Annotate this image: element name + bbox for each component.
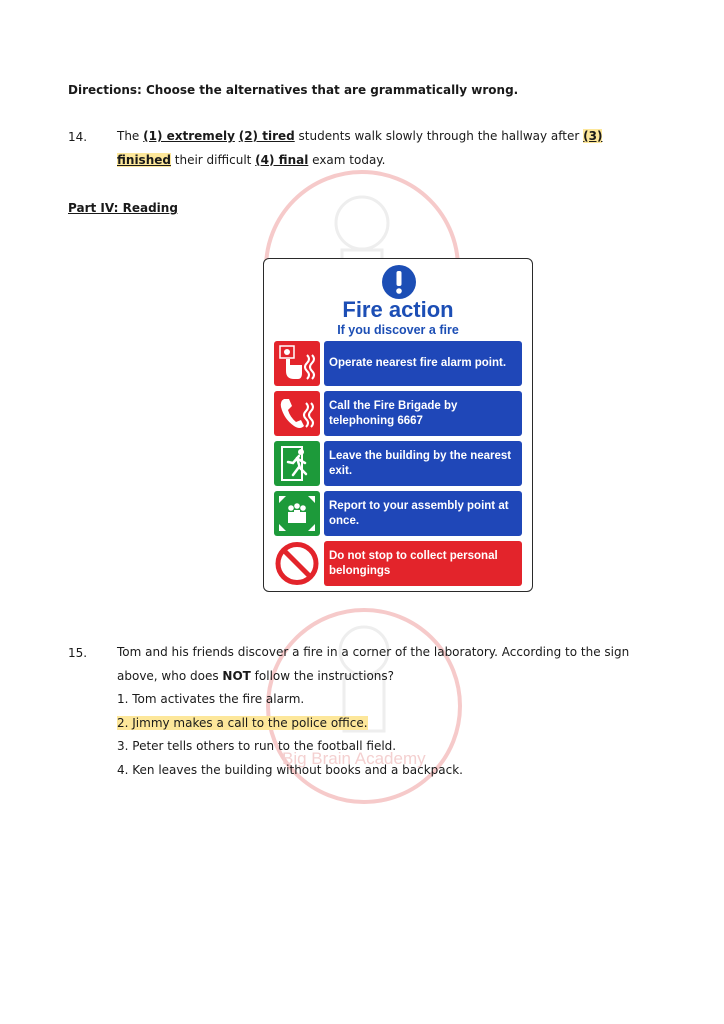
part-heading: Part IV: Reading [68, 201, 178, 215]
q15-option-1: 1. Tom activates the fire alarm. [117, 692, 305, 706]
q14-number: 14. [68, 130, 88, 144]
q14-t4: their difficult [170, 152, 256, 167]
sign-row-belongings [274, 541, 523, 586]
q15-t1: Tom and his friends discover a fire in a corner of the laboratory. According to the sign above, who does [117, 645, 630, 683]
q15-text [117, 641, 647, 688]
assembly-point-icon [274, 491, 320, 536]
q15-option-4: 4. Ken leaves the building without books and a backpack. [117, 762, 463, 777]
q14-option-1: (1) extremely [143, 129, 235, 143]
q15-option-2-text: 2. Jimmy makes a call to the police office. [117, 715, 368, 730]
q14-t3: students walk slowly through the hallway after [294, 129, 584, 143]
q14-option-2: (2) tired [238, 129, 295, 143]
sign-row-alarm-label: Operate nearest fire alarm point. [324, 341, 522, 386]
sign-row-call [274, 391, 523, 436]
sign-title: Fire action [342, 297, 454, 322]
exclamation-icon [382, 265, 416, 299]
directions: Directions: Choose the alternatives that are grammatically wrong. [68, 83, 519, 97]
telephone-icon [274, 391, 320, 436]
sign-row-exit-label: Leave the building by the nearest exit. [324, 441, 522, 486]
q15-number: 15. [68, 646, 88, 660]
q14-text [117, 125, 657, 172]
watermark-text-bottom: Big Brain Academy [282, 749, 426, 768]
prohibition-icon [274, 541, 320, 586]
sign-row-call-label: Call the Fire Brigade by telephoning 6667 [324, 391, 522, 436]
fire-alarm-icon [274, 341, 320, 386]
sign-row-assembly [274, 491, 523, 536]
q15-option-2 [117, 712, 463, 736]
q14-t5: exam today. [308, 152, 386, 167]
q15-t2: follow the instructions? [250, 668, 395, 683]
sign-row-belongings-label: Do not stop to collect personal belongings [324, 541, 522, 586]
q15-not: NOT [222, 668, 251, 683]
sign-row-assembly-label: Report to your assembly point at once. [324, 491, 522, 536]
sign-row-alarm [274, 341, 523, 386]
q14-option-4: (4) final [255, 152, 309, 167]
q15-option-3: 3. Peter tells others to run to the football field. [117, 739, 397, 753]
fire-action-sign [263, 258, 533, 592]
sign-row-exit [274, 441, 523, 486]
sign-subtitle: If you discover a fire [337, 323, 459, 337]
q14-t1: The [117, 129, 144, 143]
fire-exit-icon [274, 441, 320, 486]
q14-option-3: (3) finished [117, 129, 603, 167]
q15-options [117, 688, 463, 782]
